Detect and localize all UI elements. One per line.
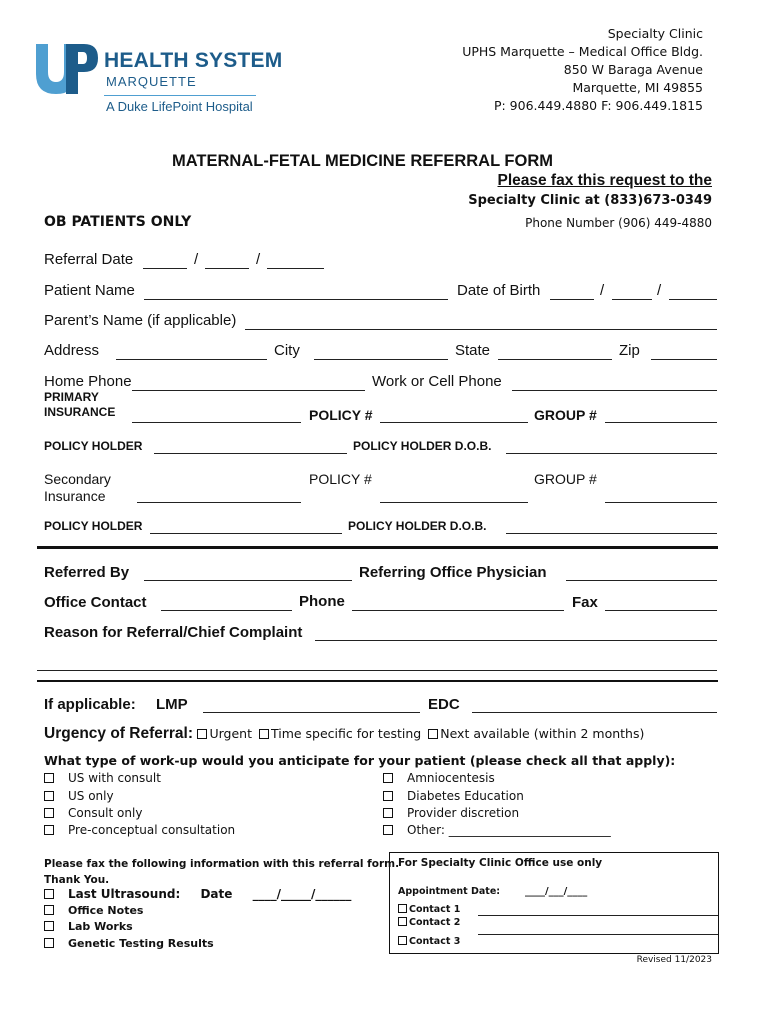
fax-request: Please fax this request to the — [497, 172, 712, 189]
logo-tagline: A Duke LifePoint Hospital — [106, 99, 253, 114]
slash: / — [256, 251, 261, 268]
secondary-label-1: Secondary — [44, 471, 111, 487]
clinic-line3: Marquette, MI 49855 — [572, 80, 703, 95]
contact1-label: Contact 1 — [409, 904, 461, 915]
fax-line: Specialty Clinic at (833)673-0349 — [468, 193, 712, 208]
city-label: City — [274, 342, 300, 359]
fax-field[interactable] — [605, 610, 717, 611]
zip-label: Zip — [619, 342, 640, 359]
workup-left-label: Consult only — [68, 806, 143, 820]
fax-item-label: Lab Works — [68, 920, 133, 933]
last-ultrasound-date-field[interactable]: ____/_____/______ — [252, 887, 352, 901]
clinic-address — [462, 25, 703, 115]
workup-right-label: Diabetes Education — [407, 789, 524, 803]
workup-left-0[interactable] — [44, 771, 161, 785]
contact2-field[interactable] — [478, 934, 718, 935]
referred-by-field[interactable] — [144, 580, 352, 581]
logo-name: HEALTH SYSTEM — [104, 49, 283, 72]
group-label-2: GROUP # — [534, 471, 597, 487]
primary-insurance-label — [44, 390, 115, 420]
patient-name-label: Patient Name — [44, 282, 135, 299]
clinic-line1: UPHS Marquette – Medical Office Bldg. — [462, 44, 703, 59]
workup-left-2[interactable] — [44, 806, 142, 820]
if-applicable-label: If applicable: — [44, 696, 136, 713]
workup-right-1[interactable] — [383, 789, 524, 803]
last-ultrasound-date-label: Date — [200, 887, 233, 901]
policy-holder-dob-label: POLICY HOLDER D.O.B. — [353, 439, 492, 453]
workup-right-0[interactable] — [383, 771, 495, 785]
clinic-phone-fax: P: 906.449.4880 F: 906.449.1815 — [493, 98, 703, 113]
reason-label: Reason for Referral/Chief Complaint — [44, 624, 303, 641]
referral-date-day[interactable] — [205, 268, 249, 269]
checkbox[interactable] — [44, 921, 54, 931]
contact1-row — [398, 904, 460, 915]
checkbox[interactable] — [383, 791, 393, 801]
fax-item-0[interactable] — [44, 904, 143, 917]
state-field[interactable] — [498, 359, 612, 360]
policy-holder-label: POLICY HOLDER — [44, 439, 143, 453]
workup-left-label: US only — [68, 789, 114, 803]
appt-label: Appointment Date: — [398, 886, 501, 897]
workup-right-label: Amniocentesis — [407, 771, 495, 785]
urgent-option: Urgent — [209, 726, 252, 741]
phone-number: Phone Number (906) 449-4880 — [525, 216, 712, 230]
referring-physician-label: Referring Office Physician — [359, 564, 547, 581]
secondary-insurance-field[interactable] — [137, 502, 301, 503]
phone-label: Phone — [299, 593, 345, 610]
office-contact-field[interactable] — [161, 610, 292, 611]
appt-field[interactable]: ____/___/____ — [525, 886, 588, 897]
referral-date-month[interactable] — [143, 268, 187, 269]
fax-info-intro-2: Thank You. — [44, 874, 110, 886]
edc-label: EDC — [428, 696, 460, 713]
checkbox[interactable] — [44, 938, 54, 948]
referral-date-year[interactable] — [267, 268, 324, 269]
last-ultrasound-label: Last Ultrasound: — [68, 887, 181, 901]
policy-label: POLICY # — [309, 407, 373, 423]
urgent-checkbox[interactable] — [197, 729, 207, 739]
secondary-insurance-label — [44, 471, 111, 505]
office-use-title: For Specialty Clinic Office use only — [398, 857, 603, 869]
dob-month[interactable] — [550, 299, 594, 300]
contact3-checkbox[interactable] — [398, 936, 407, 945]
home-phone-label: Home Phone — [44, 373, 132, 390]
fax-info-intro-1: Please fax the following information with this referral form. — [44, 858, 400, 870]
time-specific-option: Time specific for testing — [270, 726, 422, 741]
patient-name-field[interactable] — [144, 299, 448, 300]
checkbox[interactable] — [383, 773, 393, 783]
checkbox[interactable] — [383, 825, 393, 835]
phone-field[interactable] — [352, 610, 564, 611]
office-contact-label: Office Contact — [44, 594, 147, 611]
reason-field[interactable] — [315, 640, 717, 641]
policy-holder-dob-label-2: POLICY HOLDER D.O.B. — [348, 519, 487, 533]
next-available-checkbox[interactable] — [428, 729, 438, 739]
clinic-line2: 850 W Baraga Avenue — [563, 62, 703, 77]
contact1-field[interactable] — [478, 915, 718, 916]
lmp-divider — [37, 680, 718, 682]
address-label: Address — [44, 342, 100, 359]
policy-holder-field-2[interactable] — [150, 533, 342, 534]
state-label: State — [455, 342, 491, 359]
workup-question: What type of work-up would you anticipate for your patient (please check all that apply): — [44, 753, 676, 768]
time-specific-checkbox[interactable] — [259, 729, 269, 739]
fax-info-intro — [44, 856, 399, 888]
edc-field[interactable] — [472, 712, 717, 713]
urgency-label: Urgency of Referral: — [44, 725, 194, 742]
ob-only: OB PATIENTS ONLY — [44, 214, 192, 230]
primary-label-2: INSURANCE — [44, 405, 116, 419]
policy-holder-dob-field-2[interactable] — [506, 533, 717, 534]
last-ultrasound-row — [44, 887, 351, 901]
checkbox[interactable] — [44, 773, 54, 783]
fax-label: Fax — [572, 594, 598, 611]
reason-field-2[interactable] — [37, 670, 717, 671]
clinic-name: Specialty Clinic — [607, 26, 703, 41]
workup-left-label: Pre-conceptual consultation — [68, 823, 236, 837]
logo — [36, 44, 283, 120]
policy-label-2: POLICY # — [309, 471, 372, 487]
referral-date-label: Referral Date — [44, 251, 134, 268]
contact3-label: Contact 3 — [409, 936, 461, 947]
fax-item-2[interactable] — [44, 937, 214, 950]
dob-label: Date of Birth — [457, 282, 541, 299]
parent-name-field[interactable] — [245, 329, 717, 330]
contact2-row — [398, 917, 460, 928]
group-field-2[interactable] — [605, 502, 717, 503]
contact3-row — [398, 936, 460, 947]
primary-insurance-field[interactable] — [132, 422, 301, 423]
checkbox[interactable] — [44, 791, 54, 801]
home-phone-field[interactable] — [132, 390, 365, 391]
fax-item-1[interactable] — [44, 920, 133, 933]
city-field[interactable] — [314, 359, 448, 360]
slash: / — [194, 251, 199, 268]
policy-field-2[interactable] — [380, 502, 528, 503]
logo-divider — [104, 95, 256, 96]
work-phone-field[interactable] — [512, 390, 717, 391]
office-use-box — [389, 852, 719, 954]
slash: / — [600, 282, 605, 299]
zip-field[interactable] — [651, 359, 717, 360]
workup-right-label: Provider discretion — [407, 806, 520, 820]
work-phone-label: Work or Cell Phone — [372, 373, 502, 390]
checkbox[interactable] — [44, 905, 54, 915]
parent-name-label: Parent’s Name (if applicable) — [44, 312, 237, 329]
contact2-label: Contact 2 — [409, 917, 461, 928]
fax-item-label: Genetic Testing Results — [68, 937, 214, 950]
workup-left-label: US with consult — [68, 771, 161, 785]
policy-holder-label-2: POLICY HOLDER — [44, 519, 143, 533]
policy-holder-dob-field[interactable] — [506, 453, 717, 454]
secondary-label-2: Insurance — [44, 488, 106, 504]
slash: / — [657, 282, 662, 299]
address-field[interactable] — [116, 359, 267, 360]
dob-day[interactable] — [612, 299, 652, 300]
workup-right-2[interactable] — [383, 806, 519, 820]
primary-label-1: PRIMARY — [44, 390, 99, 404]
policy-field[interactable] — [380, 422, 528, 423]
workup-right-label: Other: ___________________________ — [407, 823, 611, 837]
contact2-checkbox[interactable] — [398, 917, 407, 926]
referring-physician-field[interactable] — [566, 580, 717, 581]
contact1-checkbox[interactable] — [398, 904, 407, 913]
section-divider — [37, 546, 718, 549]
lmp-label: LMP — [156, 696, 188, 713]
group-label: GROUP # — [534, 407, 597, 423]
checkbox[interactable] — [44, 825, 54, 835]
policy-holder-field[interactable] — [154, 453, 347, 454]
form-title: MATERNAL-FETAL MEDICINE REFERRAL FORM — [172, 152, 554, 170]
checkbox[interactable] — [44, 808, 54, 818]
group-field[interactable] — [605, 422, 717, 423]
workup-left-1[interactable] — [44, 789, 114, 803]
workup-right-3[interactable] — [383, 823, 611, 837]
workup-left-3[interactable] — [44, 823, 235, 837]
next-available-option: Next available (within 2 months) — [440, 726, 645, 741]
referred-by-label: Referred By — [44, 564, 130, 581]
last-ultrasound-checkbox[interactable] — [44, 889, 54, 899]
logo-city: MARQUETTE — [106, 74, 197, 89]
fax-item-label: Office Notes — [68, 904, 144, 917]
urgency-row — [44, 725, 644, 743]
lmp-field[interactable] — [203, 712, 420, 713]
logo-mark-icon — [36, 44, 98, 96]
dob-year[interactable] — [669, 299, 717, 300]
revised-date: Revised 11/2023 — [636, 955, 712, 965]
checkbox[interactable] — [383, 808, 393, 818]
